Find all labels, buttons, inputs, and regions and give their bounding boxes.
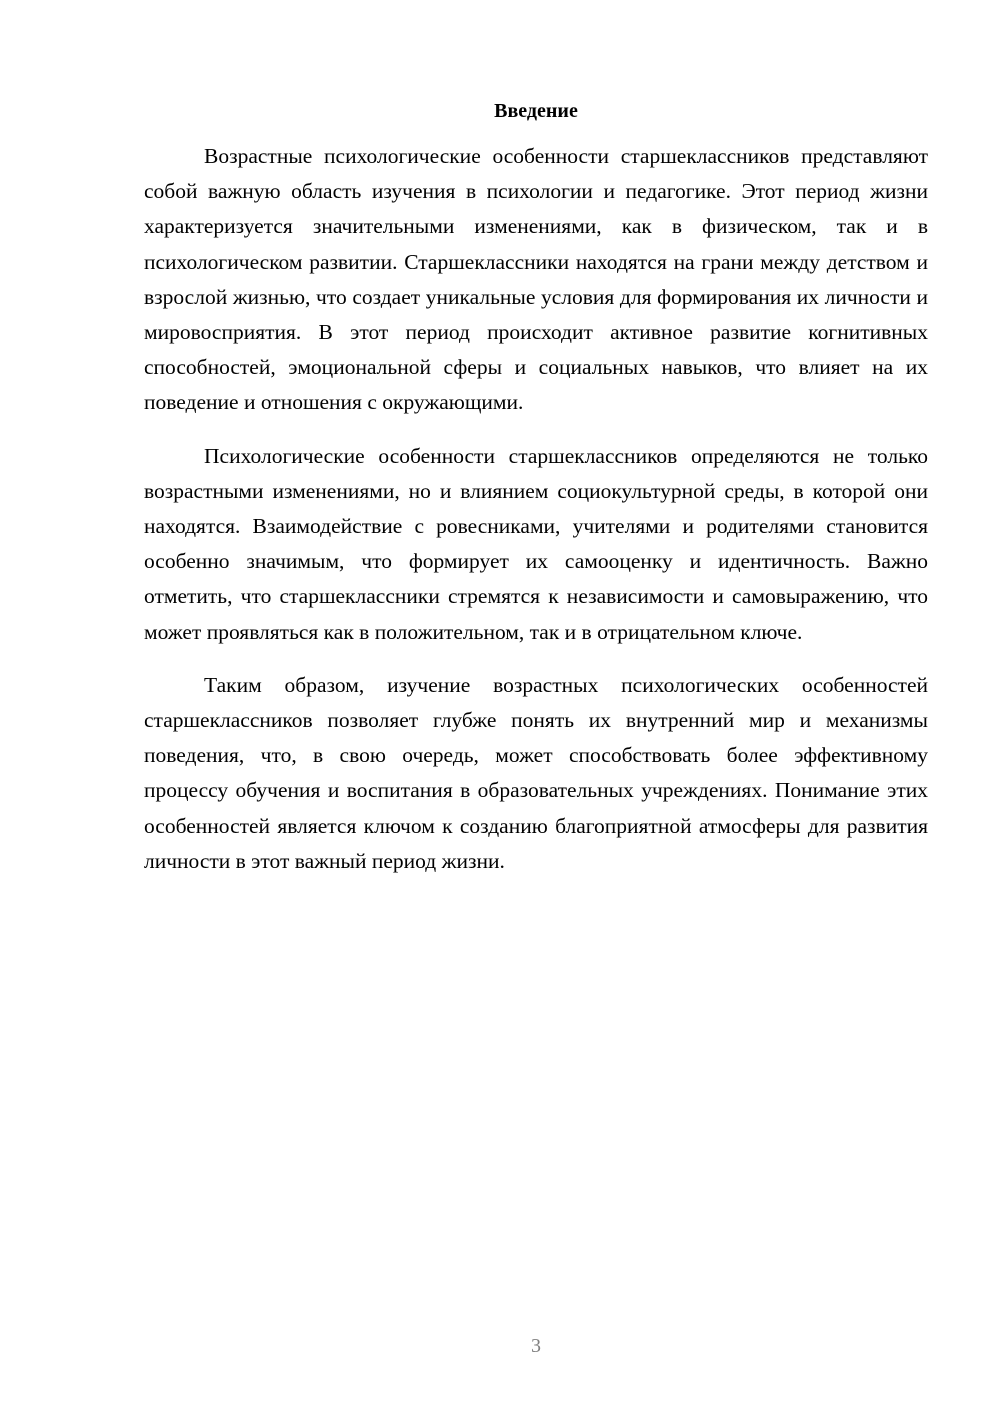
paragraph-2: Психологические особенности старшеклассников определяются не только возрастными изменениями, но и влиянием социокультурной среды, в которой они находятся. Взаимодействие с ровесниками, учителями и родителями становится особенно значимым, что формирует их самооценку и идентичность. Важно отметить, что старшеклассники стремятся к независимости и самовыражению, что может проявляться как в положительном, так и в отрицательном ключе. — [144, 443, 928, 644]
paragraph-3: Таким образом, изучение возрастных психологических особенностей старшеклассников позволяет глубже понять их внутренний мир и механизмы поведения, что, в свою очередь, может способствовать более эффективному процессу обучения и воспитания в образовательных учреждениях. Понимание этих особенностей является ключом к созданию благоприятной атмосферы для развития личности в этот важный период жизни. — [144, 672, 928, 873]
page-content — [144, 96, 928, 897]
section-title: Введение — [494, 100, 578, 122]
page-number: 3 — [531, 1335, 541, 1357]
paragraph-1: Возрастные психологические особенности старшеклассников представляют собой важную область изучения в психологии и педагогике. Этот период жизни характеризуется значительными изменениями, как в физическом, так и в психологическом развитии. Старшеклассники находятся на грани между детством и взрослой жизнью, что создает уникальные условия для формирования их личности и мировосприятия. В этот период происходит активное развитие когнитивных способностей, эмоциональной сферы и социальных навыков, что влияет на их поведение и отношения с окружающими. — [144, 144, 928, 415]
